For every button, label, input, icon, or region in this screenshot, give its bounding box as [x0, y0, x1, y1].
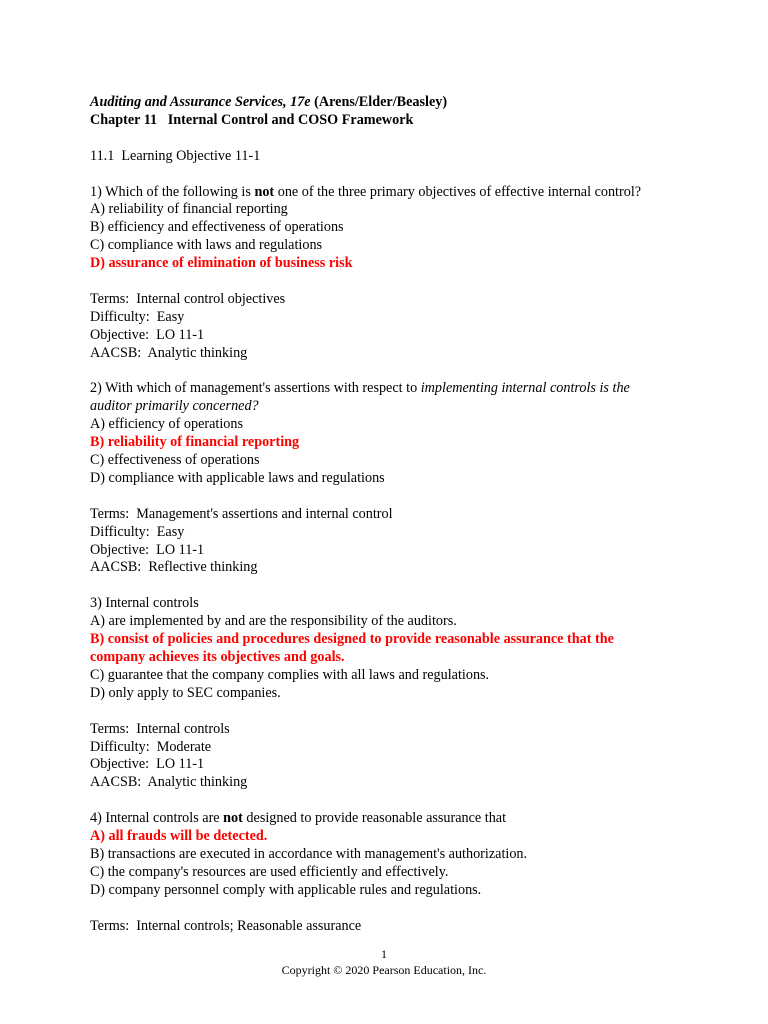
question-stem: 2) With which of management's assertions with respect to implementing internal controls is the: [90, 380, 630, 397]
question-2: [90, 380, 710, 577]
copyright-notice: Copyright © 2020 Pearson Education, Inc.: [281, 963, 487, 977]
emphasis-not: not: [223, 810, 243, 827]
option-a: A) efficiency of operations: [90, 416, 243, 433]
option-c: C) compliance with laws and regulations: [90, 237, 323, 254]
correct-answer: D) assurance of elimination of business risk: [90, 255, 353, 272]
terms: Terms: Internal controls: [90, 720, 230, 737]
option-c: C) effectiveness of operations: [90, 452, 260, 469]
emphasis-not: not: [254, 183, 275, 200]
option-d: D) company personnel comply with applicable rules and regulations.: [90, 881, 482, 898]
book-title: Auditing and Assurance Services, 17e: [90, 94, 311, 110]
book-authors: (Arens/Elder/Beasley): [310, 94, 448, 110]
aacsb: AACSB: Analytic thinking: [90, 344, 248, 361]
correct-answer: B) consist of policies and procedures designed to provide reasonable assurance that the: [90, 631, 614, 648]
question-stem: 1) Which of the following is not one of the three primary objectives of effective internal control?: [90, 183, 642, 200]
terms: Terms: Internal control objectives: [90, 290, 286, 307]
option-b: B) transactions are executed in accordance with management's authorization.: [90, 845, 528, 862]
objective: Objective: LO 11-1: [90, 326, 205, 343]
option-a: A) reliability of financial reporting: [90, 201, 288, 218]
difficulty: Difficulty: Easy: [90, 308, 185, 325]
option-d: D) compliance with applicable laws and regulations: [90, 469, 385, 486]
aacsb: AACSB: Analytic thinking: [90, 774, 248, 791]
page-number: 1: [381, 947, 387, 961]
question-3: [90, 595, 710, 792]
correct-answer: A) all frauds will be detected.: [90, 828, 268, 845]
option-c: C) the company's resources are used efficiently and effectively.: [90, 863, 449, 880]
question-stem: 3) Internal controls: [90, 595, 199, 612]
option-b: B) efficiency and effectiveness of operations: [90, 219, 344, 236]
option-c: C) guarantee that the company complies with all laws and regulations.: [90, 666, 490, 683]
chapter-title: Chapter 11 Internal Control and COSO Framework: [90, 111, 414, 128]
document-page: [90, 94, 710, 935]
objective: Objective: LO 11-1: [90, 541, 205, 558]
difficulty: Difficulty: Easy: [90, 523, 185, 540]
option-a: A) are implemented by and are the responsibility of the auditors.: [90, 613, 457, 630]
question-1: [90, 184, 710, 363]
question-stem: 4) Internal controls are not designed to provide reasonable assurance that: [90, 810, 507, 827]
terms: Terms: Internal controls; Reasonable assurance: [90, 917, 362, 934]
aacsb: AACSB: Reflective thinking: [90, 559, 258, 576]
correct-answer-cont: company achieves its objectives and goals.: [90, 649, 345, 665]
objective: Objective: LO 11-1: [90, 756, 205, 773]
book-title-line: [90, 94, 710, 112]
option-d: D) only apply to SEC companies.: [90, 684, 281, 701]
difficulty: Difficulty: Moderate: [90, 738, 212, 755]
question-stem-cont: auditor primarily concerned?: [90, 398, 259, 415]
terms: Terms: Management's assertions and internal control: [90, 505, 393, 522]
correct-answer: B) reliability of financial reporting: [90, 434, 300, 451]
question-4: [90, 810, 710, 935]
section-heading: 11.1 Learning Objective 11-1: [90, 147, 261, 164]
